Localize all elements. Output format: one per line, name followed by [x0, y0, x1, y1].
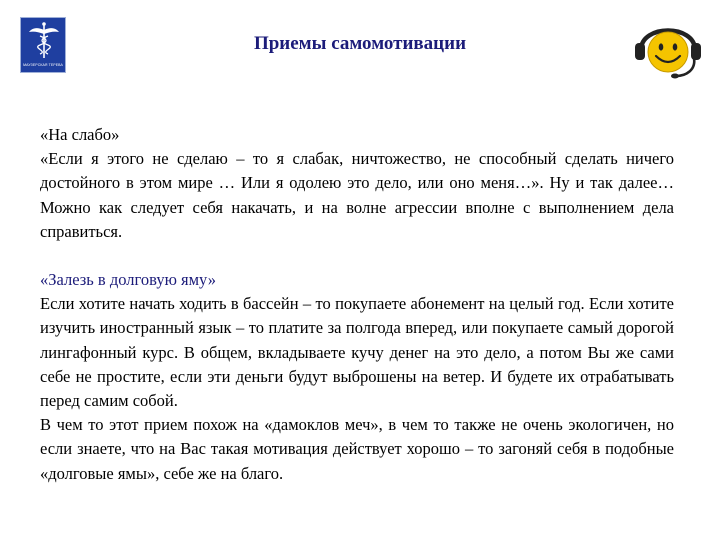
section-1-paragraph: «Если я этого не сделаю – то я слабак, ничтожество, не способный сделать ничего достойного в этом мире … Или я одолею это дело, или оно меня…». Ну и так далее… Можно как следует себя накачать, и на волне агрессии вполне с выполнением дела справиться.	[40, 149, 674, 241]
section-1-heading: «На слабо»	[40, 125, 120, 144]
content	[40, 123, 674, 486]
section-2-heading: «Залезь в долговую яму»	[40, 270, 216, 290]
smiley-headset-icon	[632, 12, 704, 82]
logo-text: МАУЗЕРСКАЯ ТЕРЕВА	[23, 63, 63, 67]
section-spacer	[40, 244, 674, 268]
section-2-paragraph-2: В чем то этот прием похож на «дамоклов меч», в чем то также не очень экологичен, но если знаете, что на Вас такая мотивация действует хорошо – то загоняй себя в подобные «долговые ямы», себе же на благо.	[40, 415, 674, 483]
section-2-paragraph-1: Если хотите начать ходить в бассейн – то покупаете абонемент на целый год. Если хотите изучить иностранный язык – то платите за полгода вперед, или покупаете самый дорогой лингафонный курс. В общем, вкладываете кучу денег на это дело, а потом Вы же сами себе не простите, если эти деньги будут выброшены на ветер. И будете их отрабатывать перед самим собой.	[40, 294, 674, 411]
page-title: Приемы самомотивации	[253, 33, 467, 54]
